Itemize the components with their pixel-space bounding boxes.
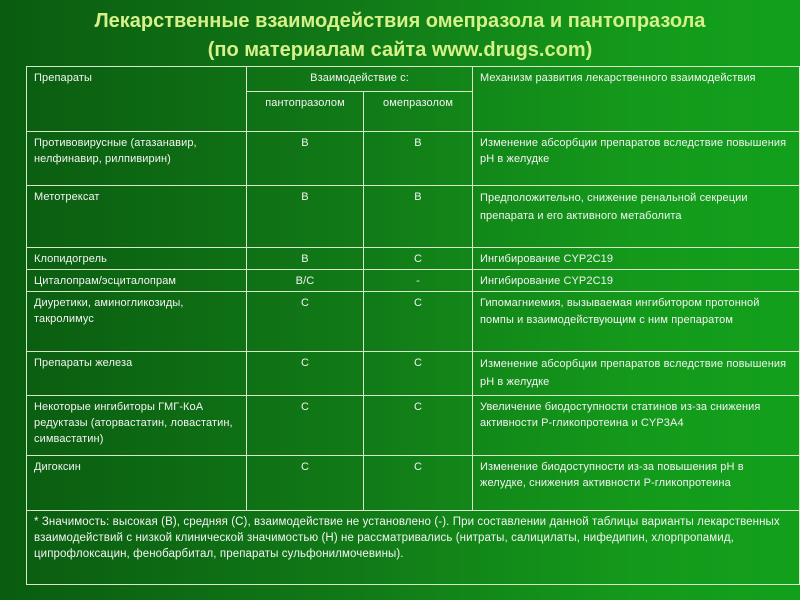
pantoprazole-cell: С — [247, 352, 364, 396]
pantoprazole-cell: С — [247, 456, 364, 511]
table-row — [27, 132, 800, 186]
omeprazole-cell: В — [364, 132, 473, 186]
table-row — [27, 352, 800, 396]
drug-cell: Циталопрам/эсциталопрам — [27, 270, 247, 292]
slide-title — [0, 7, 800, 65]
omeprazole-cell: - — [364, 270, 473, 292]
mechanism-cell: Предположительно, снижение ренальной секреции препарата и его активного метаболита — [473, 186, 800, 248]
drug-cell: Метотрексат — [27, 186, 247, 248]
mechanism-cell: Ингибирование CYP2C19 — [473, 270, 800, 292]
footnote-row — [27, 511, 800, 585]
pantoprazole-cell: В — [247, 132, 364, 186]
header-mechanism: Механизм развития лекарственного взаимодействия — [473, 67, 800, 132]
interactions-table — [26, 66, 800, 585]
pantoprazole-cell: С — [247, 292, 364, 352]
footnote: * Значимость: высокая (В), средняя (С), взаимодействие не установлено (-). При составлении данной таблицы варианты лекарственных взаимодействий с низкой клинической значимостью (Н) не рассматривались (нитраты, салицилаты, нифедипин, хлорпропамид, ципрофлоксацин, фенобарбитал, препараты сульфонилмочевины). — [27, 511, 800, 585]
omeprazole-cell: С — [364, 292, 473, 352]
mechanism-cell: Ингибирование CYP2C19 — [473, 248, 800, 270]
mechanism-cell: Изменение абсорбции препаратов вследствие повышения pH в желудке — [473, 352, 800, 396]
table-row — [27, 396, 800, 456]
pantoprazole-cell: В — [247, 186, 364, 248]
drug-cell: Противовирусные (атазанавир, нелфинавир, рилпивирин) — [27, 132, 247, 186]
mechanism-cell: Изменение абсорбции препаратов вследствие повышения pH в желудке — [473, 132, 800, 186]
table-row — [27, 456, 800, 511]
omeprazole-cell: С — [364, 248, 473, 270]
drug-cell: Некоторые ингибиторы ГМГ-КоА редуктазы (аторвастатин, ловастатин, симвастатин) — [27, 396, 247, 456]
header-row — [27, 67, 800, 92]
drug-cell: Препараты железа — [27, 352, 247, 396]
mechanism-cell: Гипомагниемия, вызываемая ингибитором протонной помпы и взаимодействующим с ним препаратом — [473, 292, 800, 352]
table-row — [27, 270, 800, 292]
drug-cell: Клопидогрель — [27, 248, 247, 270]
pantoprazole-cell: С — [247, 396, 364, 456]
pantoprazole-cell: В/С — [247, 270, 364, 292]
omeprazole-cell: С — [364, 352, 473, 396]
header-drugs: Препараты — [27, 67, 247, 132]
header-interaction-with: Взаимодействие с: — [247, 67, 473, 92]
header-pantoprazole: пантопразолом — [247, 92, 364, 132]
omeprazole-cell: С — [364, 456, 473, 511]
mechanism-cell: Увеличение биодоступности статинов из-за снижения активности P-гликопротеина и CYP3A4 — [473, 396, 800, 456]
table-row — [27, 186, 800, 248]
drug-cell: Диуретики, аминогликозиды, такролимус — [27, 292, 247, 352]
omeprazole-cell: В — [364, 186, 473, 248]
pantoprazole-cell: В — [247, 248, 364, 270]
header-omeprazole: омепразолом — [364, 92, 473, 132]
table-row — [27, 248, 800, 270]
drug-cell: Дигоксин — [27, 456, 247, 511]
title-line-2: (по материалам сайта www.drugs.com) — [207, 39, 593, 61]
table-row — [27, 292, 800, 352]
mechanism-cell: Изменение биодоступности из-за повышения pH в желудке, снижения активности P-гликопротеина — [473, 456, 800, 511]
omeprazole-cell: С — [364, 396, 473, 456]
title-line-1: Лекарственные взаимодействия омепразола и пантопразола — [94, 10, 706, 32]
